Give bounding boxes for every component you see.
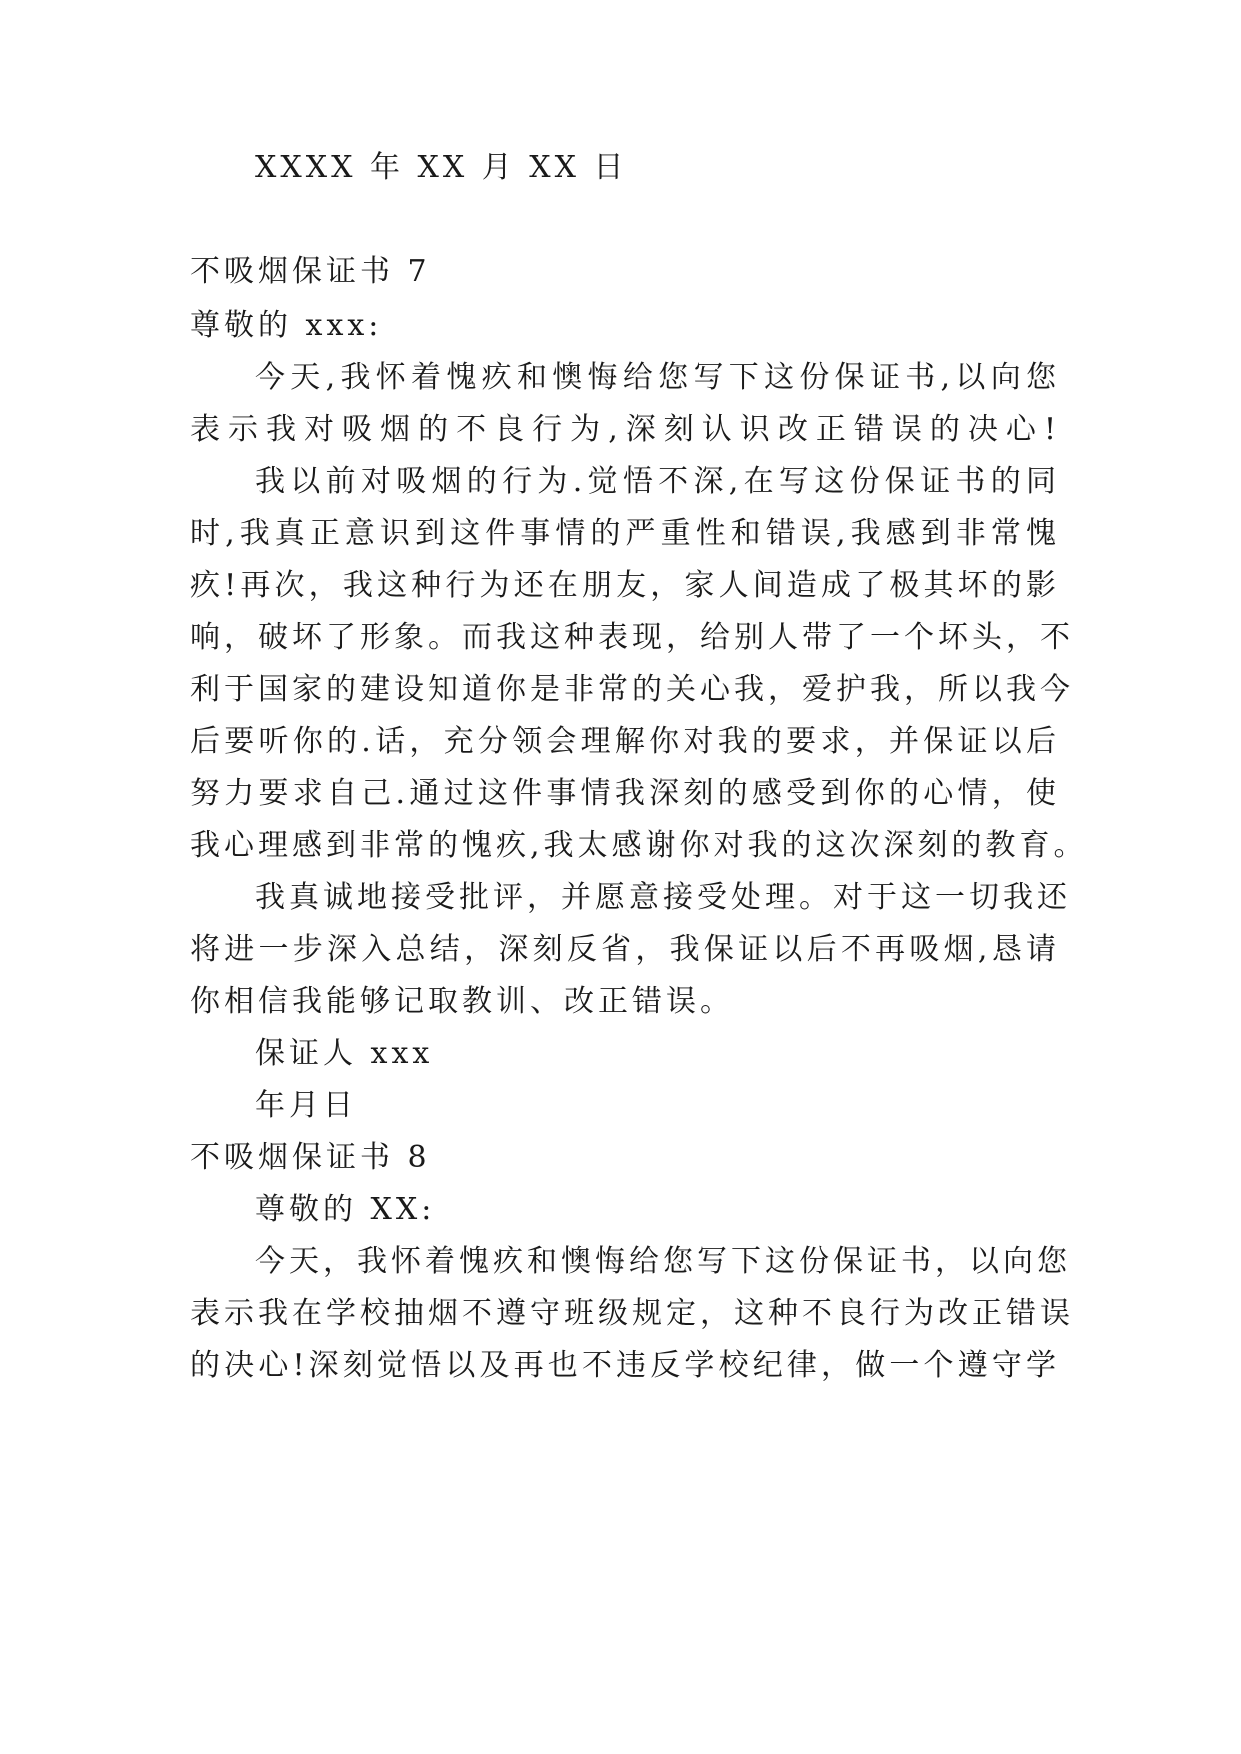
section-7-date: 年月日 <box>255 1088 357 1123</box>
section-7-line: 你相信我能够记取教训、改正错误。 <box>190 984 734 1019</box>
section-7-line: 利于国家的建设知道你是非常的关心我，爱护我，所以我今 <box>190 672 1074 707</box>
section-7-line: 表示我对吸烟的不良行为,深刻认识改正错误的决心! <box>190 412 1060 447</box>
section-7-title: 不吸烟保证书 7 <box>190 254 431 289</box>
section-7-signer: 保证人 xxx <box>255 1036 434 1071</box>
section-7-line: 后要听你的.话，充分领会理解你对我的要求，并保证以后 <box>190 724 1060 759</box>
section-7-line: 今天,我怀着愧疚和懊悔给您写下这份保证书,以向您 <box>255 360 1060 395</box>
section-8-line: 今天，我怀着愧疚和懊悔给您写下这份保证书，以向您 <box>255 1244 1071 1279</box>
section-7-line: 我真诚地接受批评，并愿意接受处理。对于这一切我还 <box>255 880 1071 915</box>
section-7-line: 努力要求自己.通过这件事情我深刻的感受到你的心情，使 <box>190 776 1060 811</box>
date-line: XXXX 年 XX 月 XX 日 <box>255 150 628 185</box>
section-7-line: 疚!再次，我这种行为还在朋友，家人间造成了极其坏的影 <box>190 568 1060 603</box>
section-7-line: 将进一步深入总结，深刻反省，我保证以后不再吸烟,恳请 <box>190 932 1060 967</box>
section-7-line: 我以前对吸烟的行为.觉悟不深,在写这份保证书的同 <box>255 464 1060 499</box>
section-8-title: 不吸烟保证书 8 <box>190 1140 431 1175</box>
section-8-line: 的决心!深刻觉悟以及再也不违反学校纪律，做一个遵守学 <box>190 1348 1060 1383</box>
section-7-salutation: 尊敬的 xxx: <box>190 308 383 343</box>
section-7-line: 我心理感到非常的愧疚,我太感谢你对我的这次深刻的教育。 <box>190 828 1088 863</box>
section-8-line: 表示我在学校抽烟不遵守班级规定，这种不良行为改正错误 <box>190 1296 1074 1331</box>
section-7-line: 响，破坏了形象。而我这种表现，给别人带了一个坏头，不 <box>190 620 1074 655</box>
section-7-line: 时,我真正意识到这件事情的严重性和错误,我感到非常愧 <box>190 516 1060 551</box>
section-8-salutation: 尊敬的 XX: <box>255 1192 436 1227</box>
